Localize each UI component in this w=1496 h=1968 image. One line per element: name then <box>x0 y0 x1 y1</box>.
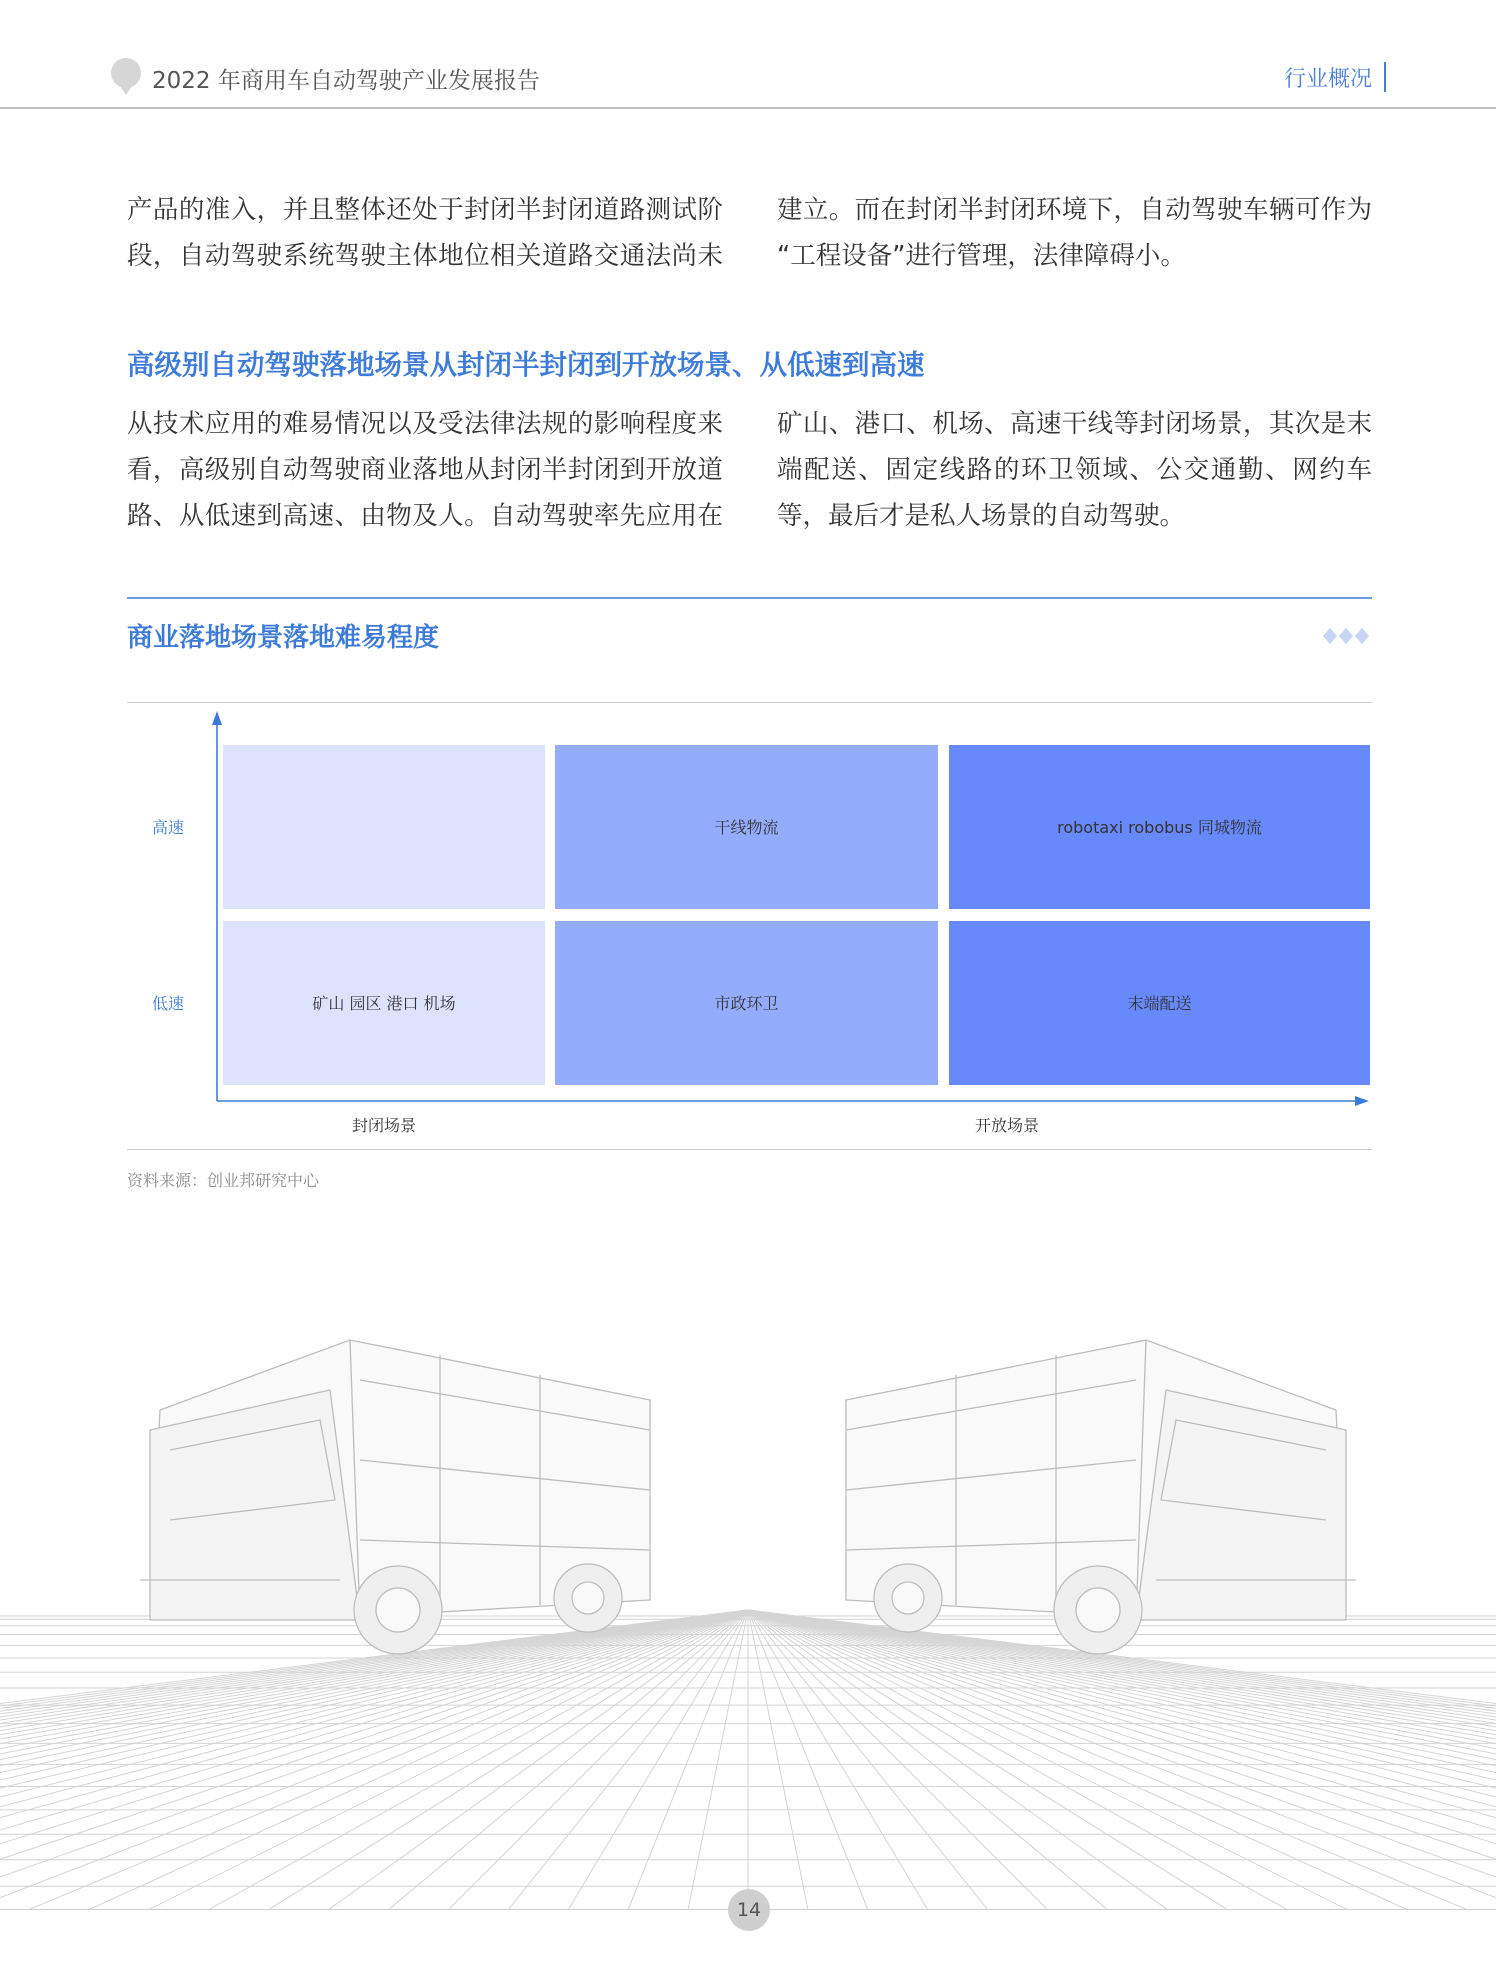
section-heading: 高级别自动驾驶落地场景从封闭半封闭到开放场景、从低速到高速 <box>127 349 925 381</box>
matrix-cell <box>223 745 545 909</box>
body-left-column <box>127 401 723 539</box>
text-line: 矿山、港口、机场、高速干线等封闭场景，其次是末 <box>777 409 1372 439</box>
text-line: 建立。而在封闭半封闭环境下，自动驾驶车辆可作为 <box>777 195 1372 225</box>
chart-bottom-rule <box>127 1149 1372 1150</box>
chart-title: 商业落地场景落地难易程度 <box>127 623 440 653</box>
intro-right-column <box>777 187 1372 279</box>
chart-top-rule <box>127 597 1372 599</box>
y-axis-tick-label: 高速 <box>151 818 185 837</box>
page-number: 14 <box>736 1899 762 1921</box>
text-line: 产品的准入，并且整体还处于封闭半封闭道路测试阶 <box>127 195 723 225</box>
x-axis-tick-label: 开放场景 <box>974 1116 1040 1135</box>
text-line: “工程设备”进行管理，法律障碍小。 <box>777 241 1186 271</box>
source-note: 资料来源：创业邦研究中心 <box>127 1171 320 1190</box>
truck-right <box>846 1340 1356 1654</box>
matrix-cell-label: robotaxi robobus 同城物流 <box>1057 818 1262 837</box>
section-label: 行业概况 <box>1283 67 1372 92</box>
wireframe-trucks-illustration <box>0 1280 1496 1910</box>
text-line: 段，自动驾驶系统驾驶主体地位相关道路交通法尚未 <box>127 241 723 271</box>
location-pin-icon <box>110 57 142 97</box>
report-title: 2022 年商用车自动驾驶产业发展报告 <box>152 68 540 94</box>
text-line: 端配送、固定线路的环卫领域、公交通勤、网约车 <box>777 455 1372 485</box>
body-right-column <box>777 401 1372 539</box>
text-line: 从技术应用的难易情况以及受法律法规的影响程度来 <box>127 409 723 439</box>
x-axis-arrow <box>1355 1096 1369 1106</box>
text-line: 看，高级别自动驾驶商业落地从封闭半封闭到开放道 <box>127 455 723 485</box>
y-axis-arrow <box>212 711 222 725</box>
matrix-cell-label: 干线物流 <box>714 818 779 837</box>
diamonds-icon <box>1322 627 1372 645</box>
section-divider <box>1384 62 1386 92</box>
x-axis-tick-label: 封闭场景 <box>351 1116 417 1135</box>
intro-left-column <box>127 187 723 279</box>
matrix-cell-label: 市政环卫 <box>714 994 779 1013</box>
scenario-matrix-chart <box>127 703 1372 1148</box>
truck-left <box>140 1340 650 1654</box>
text-line: 路、从低速到高速、由物及人。自动驾驶率先应用在 <box>127 501 723 531</box>
matrix-cell-label: 末端配送 <box>1127 994 1192 1013</box>
text-line: 等，最后才是私人场景的自动驾驶。 <box>777 501 1186 531</box>
y-axis-tick-label: 低速 <box>151 994 185 1013</box>
page-header <box>0 0 1496 109</box>
matrix-cell-label: 矿山 园区 港口 机场 <box>312 994 456 1013</box>
